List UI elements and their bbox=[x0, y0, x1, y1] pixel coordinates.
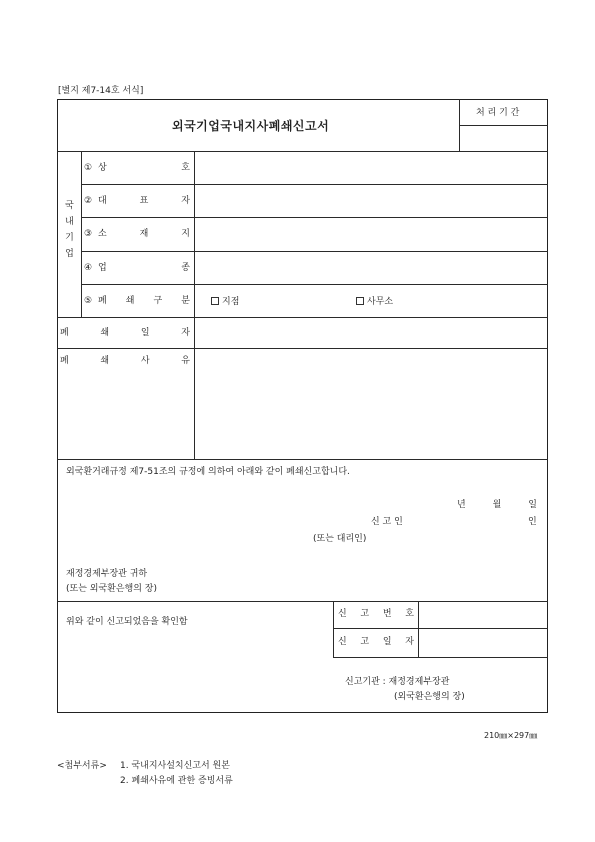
attachments-label: <첨부서류> bbox=[57, 761, 107, 771]
addressee-line2: (또는 외국환은행의 장) bbox=[66, 584, 157, 594]
business-type-label: 업 종 bbox=[98, 263, 190, 273]
agent-label: (또는 대리인) bbox=[313, 534, 367, 544]
closure-option-office[interactable]: 사무소 bbox=[356, 297, 393, 307]
location-label: 소 재 지 bbox=[98, 229, 190, 239]
closure-date-field[interactable] bbox=[196, 319, 546, 347]
checkbox-icon[interactable] bbox=[211, 297, 219, 305]
trade-name-label: 상 호 bbox=[98, 163, 190, 173]
form-number-label: [별지 제7-14호 서식] bbox=[58, 86, 144, 96]
field-num-5: ⑤ bbox=[84, 296, 93, 306]
date-line: 년 월 일 bbox=[457, 500, 537, 510]
location-field[interactable] bbox=[196, 219, 546, 250]
report-number-label: 신 고 번 호 bbox=[338, 609, 414, 619]
processing-period-label: 처 리 기 간 bbox=[476, 108, 520, 118]
report-date-label: 신 고 일 자 bbox=[338, 637, 414, 647]
business-type-field[interactable] bbox=[196, 253, 546, 283]
closure-type-label: 폐 쇄 구 분 bbox=[98, 296, 190, 306]
field-num-1: ① bbox=[84, 163, 93, 173]
report-date-field[interactable] bbox=[420, 630, 546, 656]
field-num-3: ③ bbox=[84, 229, 93, 239]
authority-sub: (외국환은행의 장) bbox=[394, 692, 465, 702]
seal-mark: 인 bbox=[528, 517, 537, 527]
representative-field[interactable] bbox=[196, 186, 546, 216]
field-num-4: ④ bbox=[84, 263, 93, 273]
field-num-2: ② bbox=[84, 196, 93, 206]
closure-reason-field[interactable] bbox=[196, 350, 546, 458]
reporter-label: 신 고 인 bbox=[371, 517, 403, 527]
trade-name-field[interactable] bbox=[196, 153, 546, 183]
attachment-item-2: 2. 폐쇄사유에 관한 증빙서류 bbox=[120, 776, 233, 786]
attachment-item-1: 1. 국내지사설치신고서 원본 bbox=[120, 761, 230, 771]
confirmation-text: 위와 같이 신고되었음을 확인함 bbox=[66, 617, 188, 627]
closure-option-branch[interactable]: 지점 bbox=[211, 297, 239, 307]
processing-period-value[interactable] bbox=[461, 127, 547, 150]
checkbox-icon[interactable] bbox=[356, 297, 364, 305]
domestic-company-label: 국 내 기 업 bbox=[65, 201, 74, 259]
paper-size: 210㎜×297㎜ bbox=[484, 731, 538, 740]
addressee-line1: 재정경제부장관 귀하 bbox=[66, 569, 148, 579]
closure-date-label: 폐 쇄 일 자 bbox=[60, 328, 190, 338]
report-number-field[interactable] bbox=[420, 603, 546, 627]
declaration-text: 외국환거래규정 제7-51조의 규정에 의하여 아래와 같이 폐쇄신고합니다. bbox=[66, 467, 350, 477]
authority-label: 신고기관 : 재정경제부장관 bbox=[345, 677, 450, 687]
representative-label: 대 표 자 bbox=[98, 196, 190, 206]
closure-reason-label: 폐 쇄 사 유 bbox=[60, 356, 190, 366]
form-title: 외국기업국내지사폐쇄신고서 bbox=[172, 119, 330, 133]
